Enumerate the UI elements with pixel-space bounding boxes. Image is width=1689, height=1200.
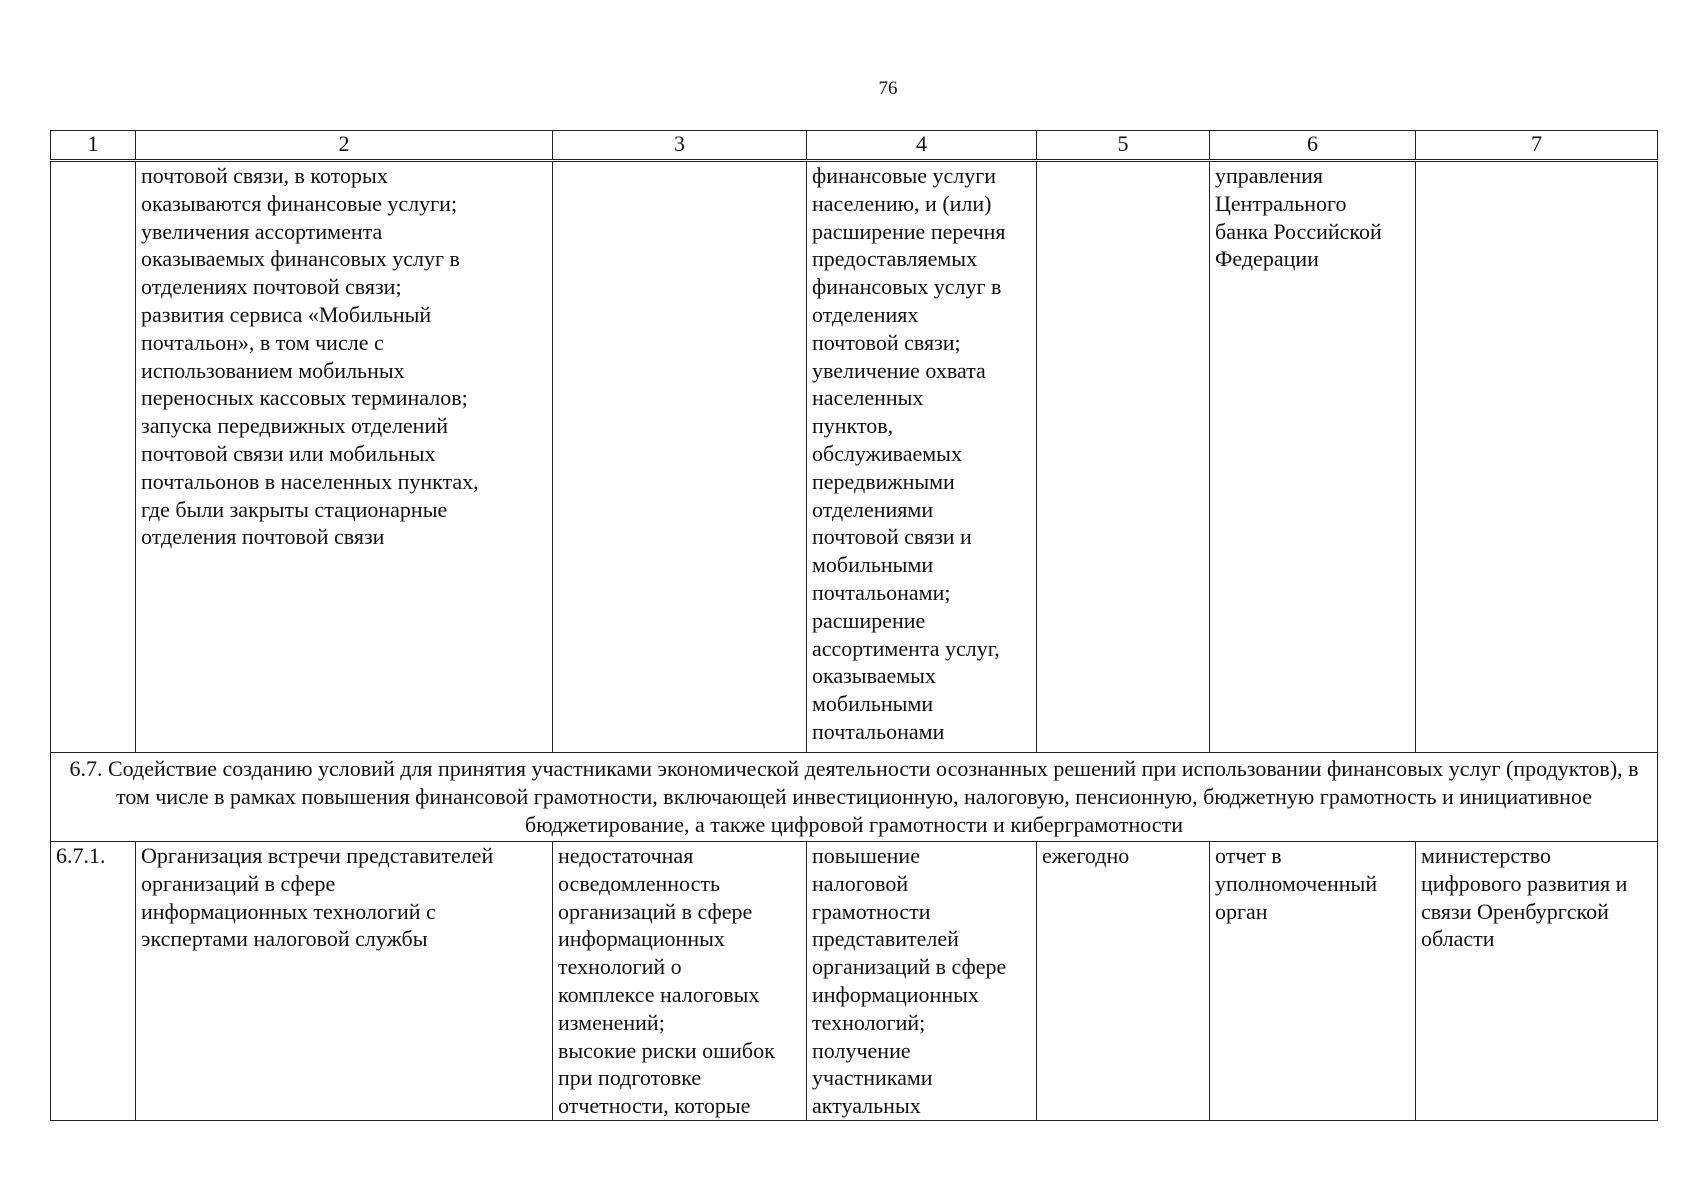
header-cell: 1	[51, 131, 136, 161]
cell-line: при подготовке	[558, 1065, 702, 1091]
cell-problem	[553, 842, 807, 1121]
cell-line: технологий о	[558, 954, 682, 980]
cell-line: пунктов,	[812, 413, 894, 439]
cell-line: технологий;	[812, 1009, 926, 1035]
cell-report-form	[1210, 161, 1416, 753]
cell-line: экспертами налоговой службы	[141, 926, 428, 952]
cell-line: отчет в	[1215, 843, 1282, 868]
table-header-row	[51, 131, 1658, 161]
cell-line: отделениях	[812, 301, 919, 327]
cell-line: получение	[812, 1037, 911, 1063]
cell-line: мобильными	[812, 552, 934, 578]
cell-line: увеличения ассортимента	[141, 218, 383, 244]
cell-line: отделениях почтовой связи;	[141, 274, 402, 300]
cell-line: орган	[1215, 898, 1268, 924]
table-row-continued	[51, 161, 1658, 753]
cell-line: населенных	[812, 385, 924, 411]
header-cell: 7	[1416, 131, 1658, 161]
cell-line: цифрового развития и	[1421, 870, 1628, 896]
cell-line: банка Российской	[1215, 218, 1382, 244]
cell-line: где были закрыты стационарные	[141, 496, 448, 522]
cell-responsible	[1416, 842, 1658, 1121]
cell-deadline	[1037, 161, 1210, 753]
header-cell: 3	[553, 131, 807, 161]
cell-line: Организация встречи представителей	[141, 843, 494, 868]
cell-line: изменений;	[558, 1009, 665, 1035]
cell-line: обслуживаемых	[812, 440, 962, 466]
cell-line: отчетности, которые	[558, 1093, 751, 1119]
cell-report-form	[1210, 842, 1416, 1121]
cell-line: организаций в сфере	[558, 898, 753, 924]
cell-line: почтовой связи, в которых	[141, 163, 388, 188]
cell-line: оказываемых финансовых услуг в	[141, 246, 460, 272]
cell-line: оказываются финансовые услуги;	[141, 190, 458, 216]
cell-line: почтальонов в населенных пунктах,	[141, 468, 479, 494]
cell-line: передвижными	[812, 468, 955, 494]
cell-line: развития сервиса «Мобильный	[141, 301, 432, 327]
cell-line: финансовые услуги	[812, 163, 997, 188]
cell-line: расширение	[812, 607, 926, 633]
cell-line: участниками	[812, 1065, 933, 1091]
cell-line: отделения почтовой связи	[141, 524, 385, 550]
cell-line: актуальных	[812, 1093, 921, 1119]
cell-line: почтальон», в том числе с	[141, 329, 384, 355]
cell-expected-result	[807, 161, 1037, 753]
cell-line: Центрального	[1215, 190, 1347, 216]
cell-line: переносных кассовых терминалов;	[141, 385, 468, 411]
cell-line: почтовой связи;	[812, 329, 961, 355]
cell-line: ассортимента услуг,	[812, 635, 1000, 661]
cell-line: увеличение охвата	[812, 357, 986, 383]
cell-line: комплексе налоговых	[558, 981, 760, 1007]
cell-line: расширение перечня	[812, 218, 1006, 244]
cell-line: повышение	[812, 843, 920, 868]
cell-line: осведомленность	[558, 870, 720, 896]
header-cell: 5	[1037, 131, 1210, 161]
cell-line: информационных	[558, 926, 725, 952]
cell-line: почтальонами	[812, 718, 945, 744]
cell-line: предоставляемых	[812, 246, 978, 272]
cell-line: отделениями	[812, 496, 934, 522]
header-cell: 6	[1210, 131, 1416, 161]
header-cell: 4	[807, 131, 1037, 161]
table-row-6-7-1	[51, 842, 1658, 1121]
cell-deadline	[1037, 842, 1210, 1121]
cell-line: почтальонами;	[812, 579, 951, 605]
cell-line: налоговой	[812, 870, 909, 896]
page-number: 76	[878, 78, 898, 99]
cell-line: грамотности	[812, 898, 931, 924]
measures-table	[50, 130, 1658, 1121]
cell-line: высокие риски ошибок	[558, 1037, 775, 1063]
cell-line: ежегодно	[1042, 843, 1130, 868]
cell-number	[51, 161, 136, 753]
cell-line: организаций в сфере	[812, 954, 1007, 980]
cell-line: связи Оренбургской	[1421, 898, 1609, 924]
cell-line: недостаточная	[558, 843, 694, 868]
cell-line: представителей	[812, 926, 959, 952]
section-heading-row	[51, 753, 1658, 842]
cell-line: использованием мобильных	[141, 357, 405, 383]
cell-line: Федерации	[1215, 246, 1319, 272]
cell-line: населению, и (или)	[812, 190, 992, 216]
cell-line: оказываемых	[812, 663, 936, 689]
cell-line: министерство	[1421, 843, 1552, 868]
cell-line: информационных	[812, 981, 979, 1007]
cell-line: организаций в сфере	[141, 870, 336, 896]
cell-line: области	[1421, 926, 1495, 952]
cell-line: уполномоченный	[1215, 870, 1378, 896]
cell-number: 6.7.1.	[51, 842, 136, 1121]
cell-line: финансовых услуг в	[812, 274, 1002, 300]
cell-line: запуска передвижных отделений	[141, 413, 449, 439]
cell-line: почтовой связи и	[812, 524, 972, 550]
cell-responsible	[1416, 161, 1658, 753]
cell-problem	[553, 161, 807, 753]
cell-measure-text	[136, 161, 553, 753]
cell-line: информационных технологий с	[141, 898, 436, 924]
section-heading: 6.7. Содействие созданию условий для принятия участниками экономической деятельности осознанных решений при использовании финансовых услуг (продуктов), в том числе в рамках повышения финансовой грамотности, включающей инвестиционную, налоговую, пенсионную, бюджетную грамотность и инициативное бюджетирование, а также цифровой грамотности и киберграмотности	[51, 753, 1658, 842]
header-cell: 2	[136, 131, 553, 161]
cell-line: почтовой связи или мобильных	[141, 440, 436, 466]
cell-line: мобильными	[812, 691, 934, 717]
cell-expected-result	[807, 842, 1037, 1121]
cell-line: управления	[1215, 163, 1324, 188]
cell-measure-text	[136, 842, 553, 1121]
